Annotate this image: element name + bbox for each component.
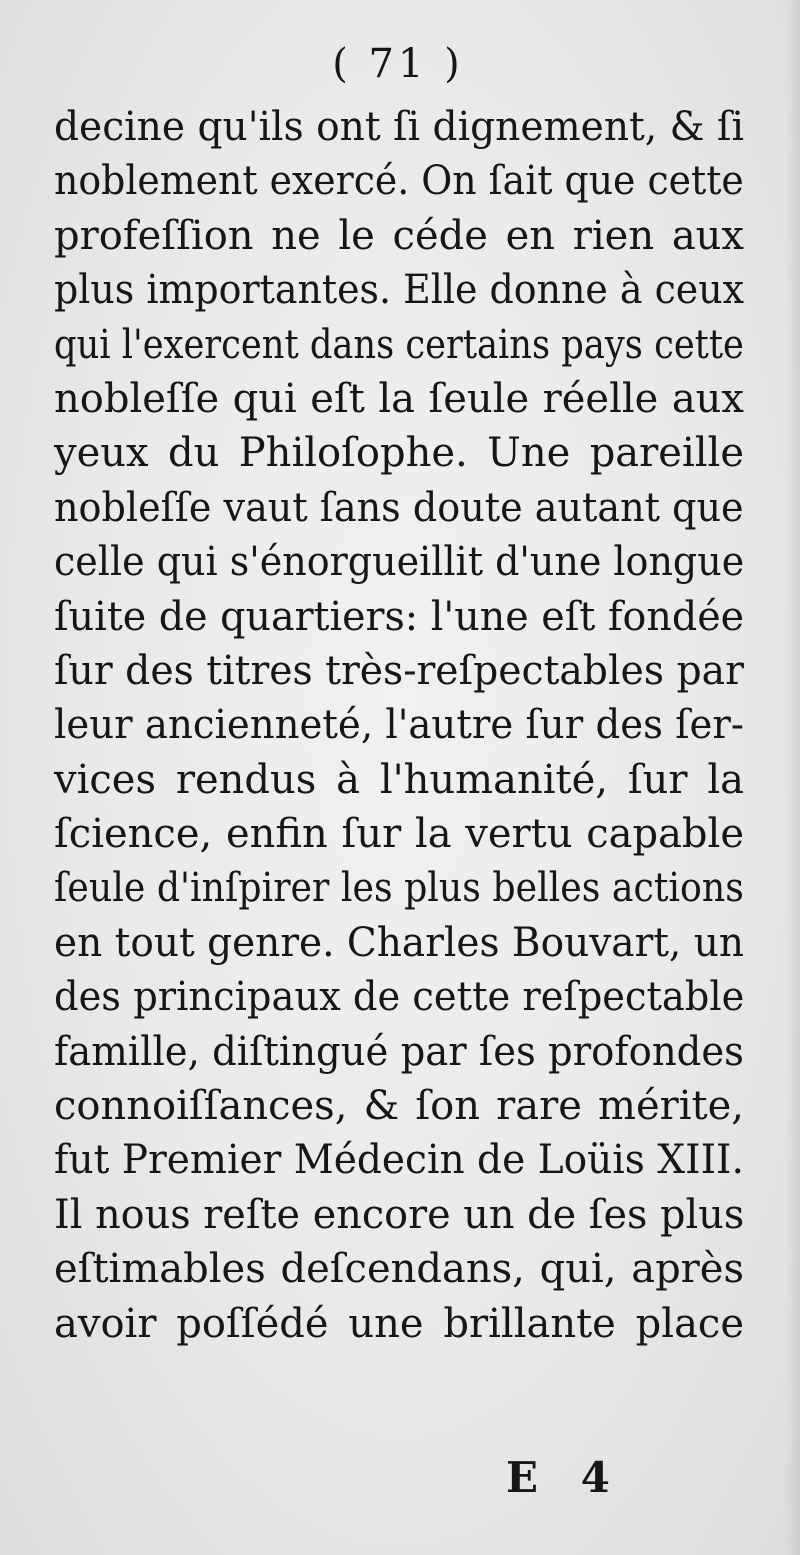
text-line: connoiſſances, & ſon rare mérite,	[54, 1083, 744, 1130]
text-line: ſcience, enfin ſur la vertu capable	[54, 811, 744, 858]
page-number-text: ( 71 )	[332, 41, 464, 87]
text-line: leur ancienneté, l'autre ſur des ſer-	[54, 702, 744, 749]
text-line: en tout genre. Charles Bouvart, un	[54, 919, 745, 966]
text-line: nobleſſe qui eſt la ſeule réelle aux	[54, 375, 744, 422]
text-line: ſur des titres très-reſpectables par	[54, 647, 744, 694]
signature-mark: E 4	[506, 1453, 624, 1502]
text-line: avoir poſſédé une brillante place	[54, 1300, 744, 1347]
text-line: ſuite de quartiers: l'une eſt fondée	[54, 593, 745, 640]
text-line: famille, diſtingué par ſes profondes	[54, 1028, 744, 1075]
text-line: qui l'exercent dans certains pays cette	[54, 321, 744, 368]
page-number	[0, 36, 800, 92]
text-line: profeſſion ne le céde en rien aux	[54, 212, 744, 259]
text-line: nobleſſe vaut ſans doute autant que	[54, 484, 744, 531]
text-line: noblement exercé. On ſait que cette	[54, 158, 744, 205]
text-line: Il nous reſte encore un de ſes plus	[54, 1191, 745, 1238]
text-line: yeux du Philoſophe. Une pareille	[54, 430, 744, 477]
text-line: decine qu'ils ont ſi dignement, & ſi	[54, 104, 744, 150]
text-line: eſtimables deſcendans, qui, après	[54, 1246, 744, 1293]
text-line: ſeule d'inſpirer les plus belles actions	[54, 865, 744, 912]
text-line: des principaux de cette reſpectable	[54, 974, 745, 1021]
body-text	[54, 100, 744, 1351]
text-line: fut Premier Médecin de Loüis XIII.	[54, 1137, 744, 1184]
text-line: plus importantes. Elle donne à ceux	[54, 267, 745, 314]
text-line: celle qui s'énorgueillit d'une longue	[54, 539, 745, 586]
text-line: vices rendus à l'humanité, ſur la	[54, 756, 744, 803]
page-edge-shadow	[786, 0, 800, 1555]
